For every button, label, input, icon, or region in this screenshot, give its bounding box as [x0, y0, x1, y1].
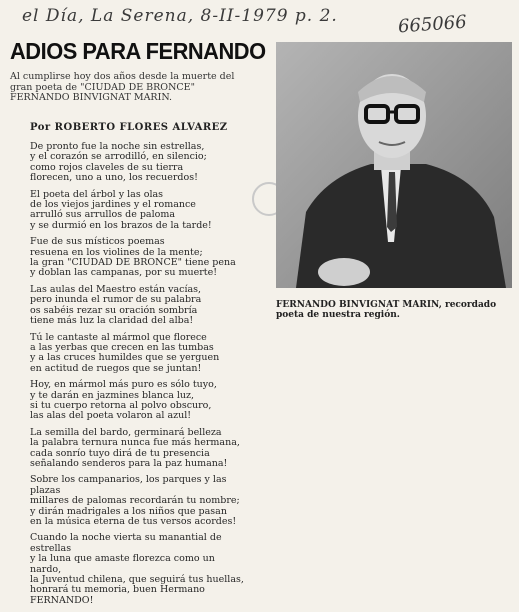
poem-line: Cuando la noche vierta su manantial de: [30, 532, 222, 544]
poem-line: la gran "CIUDAD DE BRONCE" tiene pena: [30, 257, 236, 269]
poem-line: resuena en los violines de la mente;: [30, 246, 203, 258]
poem-line: y la luna que amaste florezca como un: [30, 553, 215, 565]
poem-line: pero inunda el rumor de su palabra: [30, 294, 202, 306]
poem-line: y el corazón se arrodilló, en silencio;: [30, 151, 207, 163]
poem-line: nardo,: [30, 563, 62, 575]
poem-stanza: [30, 380, 268, 422]
poem-stanza: [30, 142, 268, 184]
poem-line: en la música eterna de tus versos acordes!: [30, 516, 237, 527]
poem-line: en actitud de ruegos que se juntan!: [30, 362, 202, 374]
poem-line: Tú le cantaste al mármol que florece: [30, 331, 207, 343]
poem-line: y doblan las campanas, por su muerte!: [30, 267, 218, 279]
poem-line: honrará tu memoria, buen Hermano: [30, 584, 205, 596]
poem-line: FERNANDO!: [30, 594, 94, 606]
poem-line: Las aulas del Maestro están vacías,: [30, 283, 202, 295]
poem-line: y se durmió en los brazos de la tarde!: [30, 219, 212, 231]
poem-line: Sobre los campanarios, los parques y las: [30, 474, 227, 486]
poem-line: a las yerbas que crecen en las tumbas: [30, 341, 214, 353]
poem-stanza: [30, 533, 268, 606]
poem-line: si tu cuerpo retorna al polvo obscuro,: [30, 399, 212, 411]
poem-line: señalando senderos para la paz humana!: [30, 457, 228, 469]
poem-line: millares de palomas recordarán tu nombre;: [30, 495, 240, 507]
poem-line: y a las cruces humildes que se yerguen: [30, 352, 220, 364]
poem-line: os sabéis rezar su oración sombría: [30, 304, 198, 316]
poem-line: cada sonrío tuyo dirá de tu presencia: [30, 447, 210, 459]
poem-line: Hoy, en mármol más puro es sólo tuyo,: [30, 379, 217, 391]
poem-stanza: [30, 285, 268, 327]
handwritten-source-note: el Día, La Serena, 8-II-1979 p. 2.: [22, 6, 338, 26]
poem-line: arrulló sus arrullos de paloma: [30, 209, 176, 221]
handwritten-catalog-number: 665066: [397, 11, 468, 38]
article-byline: Por ROBERTO FLORES ALVAREZ: [30, 122, 228, 133]
poem-body: [30, 142, 268, 612]
article-intro: Al cumplirse hoy dos años desde la muerte del gran poeta de "CIUDAD DE BRONCE" FERNANDO BINVIGNAT MARIN.: [10, 71, 235, 103]
poem-line: como rojos claveles de su tierra: [30, 161, 184, 173]
poem-stanza: [30, 237, 268, 279]
poem-line: tiene más luz la claridad del alba!: [30, 315, 194, 327]
poem-line: y te darán en jazmines blanca luz,: [30, 389, 195, 401]
poem-line: De pronto fue la noche sin estrellas,: [30, 141, 205, 152]
poem-line: El poeta del árbol y las olas: [30, 188, 164, 200]
poem-stanza: [30, 428, 268, 470]
poem-line: las alas del poeta volaron al azul!: [30, 410, 192, 422]
poem-line: florecen, uno a uno, los recuerdos!: [30, 172, 198, 184]
poem-line: de los viejos jardines y el romance: [30, 199, 196, 211]
poem-stanza: [30, 333, 268, 375]
poem-line: Fue de sus místicos poemas: [30, 236, 165, 248]
poem-stanza: [30, 475, 268, 527]
poem-line: estrellas: [30, 542, 72, 554]
portrait-photo: [276, 42, 512, 288]
poem-line: y dirán madrigales a los niños que pasan: [30, 505, 227, 517]
poem-stanza: [30, 190, 268, 232]
portrait-image: [276, 42, 512, 288]
poem-line: La semilla del bardo, germinará belleza: [30, 426, 222, 438]
poem-line: la palabra ternura nunca fue más hermana,: [30, 437, 240, 449]
poem-line: plazas: [30, 484, 61, 496]
article-title: ADIOS PARA FERNANDO: [10, 38, 266, 64]
poem-line: la Juventud chilena, que seguirá tus huellas,: [30, 574, 244, 586]
photo-caption: FERNANDO BINVIGNAT MARIN, recordado poeta de nuestra región.: [276, 300, 497, 320]
